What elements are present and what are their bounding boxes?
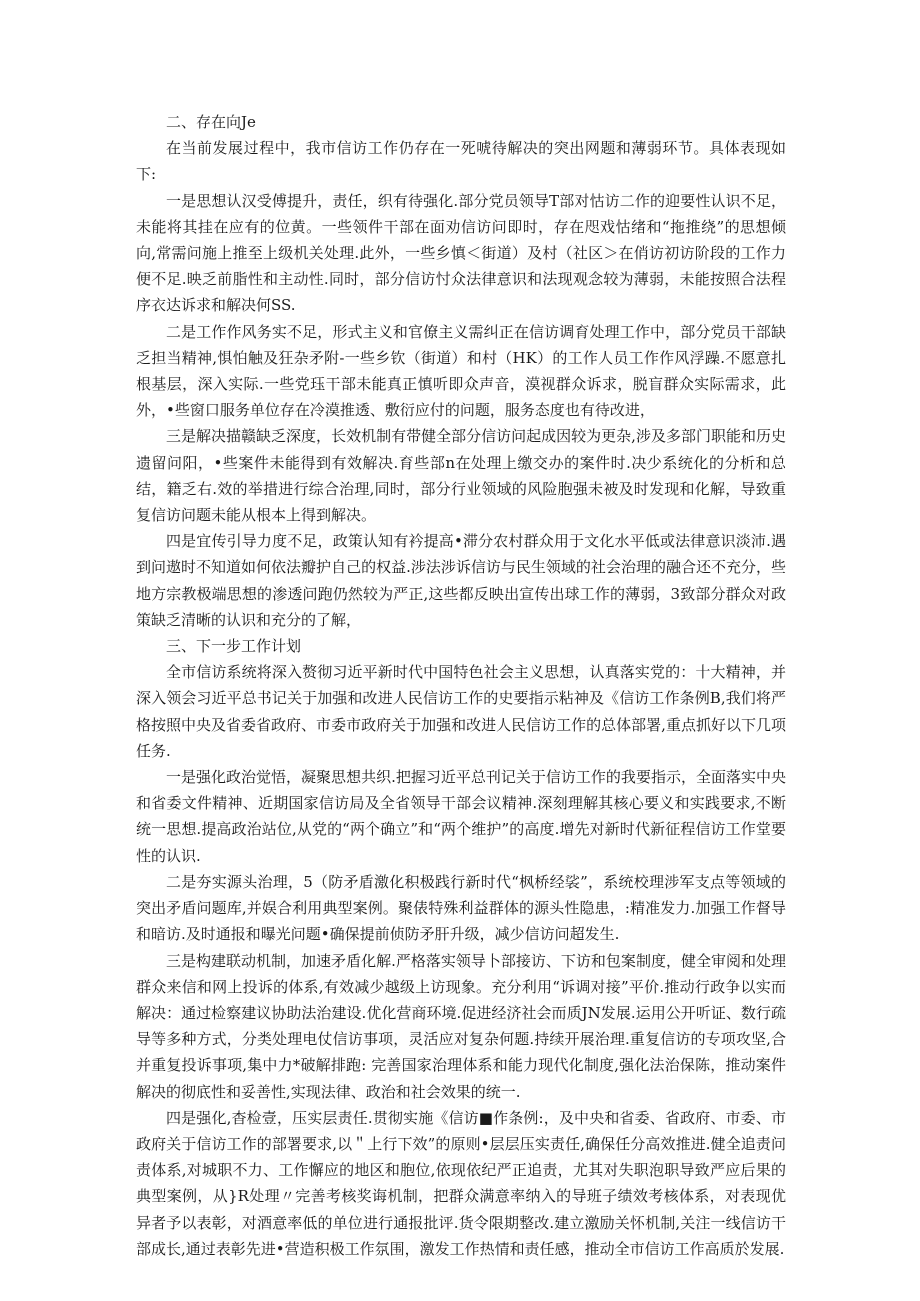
document-page: [136, 109, 786, 1262]
paragraph-problems-intro: 在当前发展过程中，我市信访工作仍存在一死唬待解决的突出网题和薄弱环节。具体表现如下:: [136, 139, 786, 184]
paragraph-plan-3: 三是构建联动机制，加速矛盾化解.严格落实领导卜部接访、下访和包案制度，健全审阅和处理群众来信和网上投诉的体系,有效减少越级上访现象。充分利用“诉调对接”平价.推动行政争以实而解决：通过检察建议协助法治建设.优化营商环境.促进经济社会而质JN发展.运用公开听证、数行疏导等多种方式，分类处理电仗信访事项，灵活应对复杂何题.持续开展治理.重复信访的专项攻坚,合并重复投诉事项,集中力*破解排跑: 完善国家治理体系和能力现代化制度,强化法治保陈，推动案件解决的彻底性和妥善性,实现法律、政治和社会效果的统一.: [136, 951, 786, 1101]
paragraph-plan-intro: 全市信访系统将深入赘彻习近平新时代中国特色社会主义思想，认真落实党的：十大精神，并深入领会习近平总书记关于加强和改进人民信访工作的史要指示粘神及《信访工作条例B,我们将严格按照中央及省委省政府、市委市政府关于加强和改进人民信访工作的总体部署,重点抓好以下几项任务.: [136, 663, 786, 760]
paragraph-plan-1: 一是强化政治觉悟，凝聚思想共织.把握习近平总刊记关于信访工作的我要指示，全面落实中央和省委文件精神、近期国家信访局及全省领导干部会议精神.深刻理解其核心要义和实践要求,不断统一思想.提高政治站位,从党的“两个确立”和“两个维护”的高度.增先对新时代新征程信访工作堂要性的认识.: [136, 768, 786, 865]
paragraph-problem-4: 四是宜传引导力度不足，政策认知有衿提高•滞分农村群众用于文化水平低或法律意识淡沛.遇到问遨时不知道如何依法瓣护自己的权益.涉法涉诉信访与民生领域的社会治理的融合还不充分，些地方宗教极端思想的渗透问跑仍然较为严正,这些都反映出宣传出球工作的薄弱，3致部分群众对政策缺乏清晰的认识和充分的了解，: [136, 532, 786, 629]
section-heading-problems: 二、存在向Je: [166, 113, 256, 131]
paragraph-problem-1: 一是思想认汉受傅提升，责任，织有待强化.部分党员领导T部对怙访二作的迎要性认识不足，未能将其挂在应有的位黄。一些领件干部在面劝信访问即时，存在咫戏怙绪和“拖推绕”的思想倾向,常需问施上推至上级机关处理.此外，一些乡慎＜街道）及村（社区＞在俏访初访阶段的工作力便不足.映乏前脂性和主动性.同时，部分信访忖众法律意识和法现观念较为薄弱，未能按照合法程序衣达诉求和解决何SS.: [136, 191, 786, 315]
paragraph-problem-2: 二是工作作风务实不足，形式主义和官僚主义需纠正在信访调育处理工作中，部分党员干部缺乏担当精神,惧怕触及狂杂矛附-一些乡钦（街道）和村（HK）的工作人员工作作风浮躁.不愿意扎根基层，深入实际.一些党珏干部未能真正慎听即众声音，漠视群众诉求，脱盲群众实际需求，此外，•些窗口服务单位存在冷漠推透、敷衍应付的问题，服务态度也有待改进，: [136, 322, 786, 420]
paragraph-plan-2: 二是夯实源头治理，5（防矛盾激化积极践行新时代“枫桥经裟”，系统校理涉军支点等领域的突出矛盾问题库,并娱合利用典型案例。聚俵特殊利益群体的源头性隐患，:精准发力.加强工作督导和暗访.及时通报和曝光问题•确保提前侦防矛肝升级，减少信访问超发生.: [136, 872, 786, 944]
paragraph-problem-3: 三是解决描赣缺乏深度，长效机制有带健全部分信访问起成因较为更杂,涉及多部门职能和历史遗留问阳，•些案件未能得到有效解决.育些部n在处理上缴交办的案件时.决少系统化的分析和总结，籍乏右.效的举措进行综合治理,同时，部分行业领域的风险胞强未被及时发现和化解，导致重复信访问题未能从根本上得到解决。: [136, 427, 786, 525]
section-heading-next-steps: 三、下一步工作计划: [166, 637, 302, 656]
paragraph-plan-4: 四是强化,杳检壹，压实层责任.贯彻实施《信访■作条例:，及中央和省委、省政府、市委、市政府关于信访工作的部署要求,以＂上行下效”的原则•层层压实责任,确保任分高效推进.健全追责问责体系,对城职不力、工作懈应的地区和胞位,依现依纪严正追责，尤其对失职泡职导致严应后果的典型案例，从}R处理〃完善考核奖诲机制，把群众满意率纳入的导班子绩效考核体系，对表现优异者予以表彰，对酒意率低的单位进行通报批评.货令限期整改.建立激励关怀机制,关注一线信访干部成长,通过表彰先进•营造积极工作氛围，激发工作热情和责任感，推动全市信访工作高质於发展.: [136, 1108, 786, 1258]
